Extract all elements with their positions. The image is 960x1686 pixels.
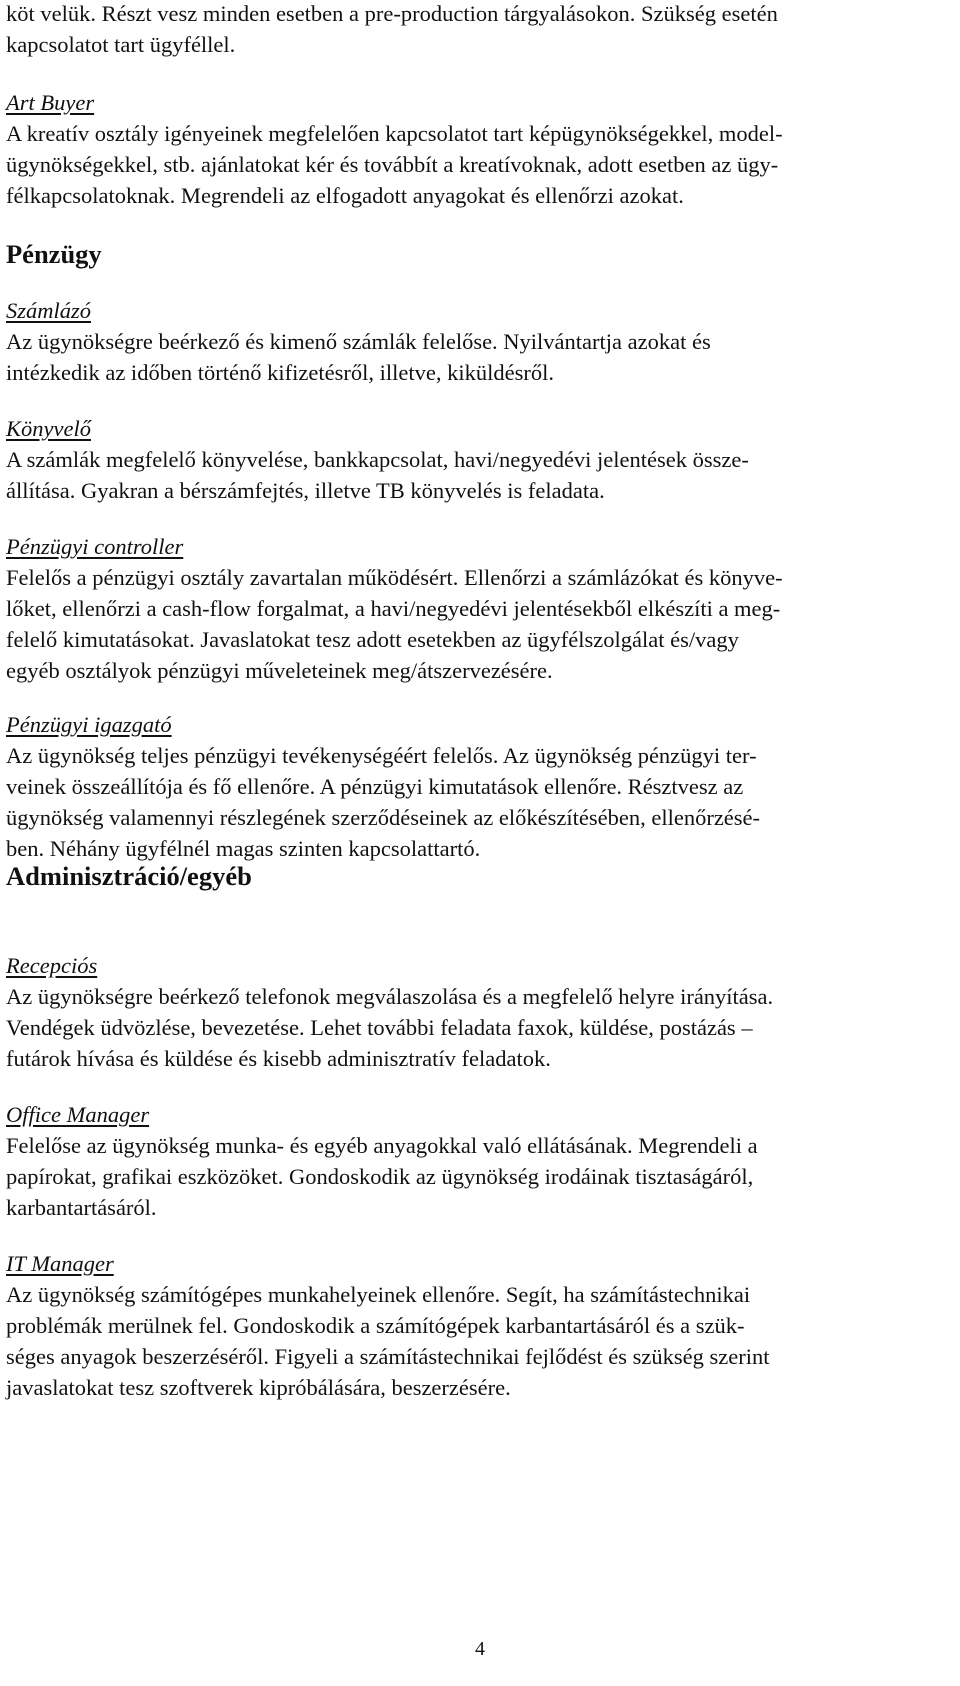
text-line: Az ügynökség számítógépes munkahelyeinek ellenőre. Segít, ha számítástechnikai bbox=[6, 1282, 751, 1307]
text-line: ügynökségekkel, stb. ajánlatokat kér és továbbít a kreatívoknak, adott esetben az ügy- bbox=[6, 152, 779, 177]
page-number: 4 bbox=[475, 1638, 485, 1660]
text-line: veinek összeállítója és fő ellenőre. A pénzügyi kimutatások ellenőre. Résztvesz az bbox=[6, 774, 744, 799]
text-line: papírokat, grafikai eszközöket. Gondoskodik az ügynökség irodáinak tisztaságáról, bbox=[6, 1164, 754, 1189]
role-description-office-manager bbox=[6, 1130, 758, 1223]
section-heading-penzugy: Pénzügy bbox=[6, 239, 102, 269]
role-description-art-buyer bbox=[6, 118, 783, 211]
role-title-office-manager: Office Manager bbox=[6, 1102, 150, 1127]
role-title-art-buyer: Art Buyer bbox=[6, 90, 95, 115]
text-line: Felelős a pénzügyi osztály zavartalan működésért. Ellenőrzi a számlázókat és könyve- bbox=[6, 565, 783, 590]
text-line: egyéb osztályok pénzügyi műveleteinek meg/átszervezésére. bbox=[6, 658, 553, 683]
text-line: köt velük. Részt vesz minden esetben a pre-production tárgyalásokon. Szükség esetén bbox=[6, 1, 778, 26]
text-line: problémák merülnek fel. Gondoskodik a számítógépek karbantartásáról és a szük- bbox=[6, 1313, 745, 1338]
text-line: félkapcsolatoknak. Megrendeli az elfogadott anyagokat és ellenőrzi azokat. bbox=[6, 183, 684, 208]
intro-paragraph bbox=[6, 0, 778, 60]
text-line: Felelőse az ügynökség munka- és egyéb anyagokkal való ellátásának. Megrendeli a bbox=[6, 1133, 758, 1158]
text-line: Az ügynökség teljes pénzügyi tevékenységéért felelős. Az ügynökség pénzügyi ter- bbox=[6, 743, 757, 768]
text-line: Az ügynökségre beérkező és kimenő számlák felelőse. Nyilvántartja azokat és bbox=[6, 329, 711, 354]
role-title-penzugyi-igazgato: Pénzügyi igazgató bbox=[6, 712, 172, 737]
role-title-konyvelo: Könyvelő bbox=[6, 416, 91, 441]
text-line: kapcsolatot tart ügyféllel. bbox=[6, 32, 236, 57]
text-line: A kreatív osztály igényeinek megfelelően kapcsolatot tart képügynökségekkel, model- bbox=[6, 121, 783, 146]
text-line: A számlák megfelelő könyvelése, bankkapcsolat, havi/negyedévi jelentések össze- bbox=[6, 447, 749, 472]
text-line: állítása. Gyakran a bérszámfejtés, illetve TB könyvelés is feladata. bbox=[6, 478, 605, 503]
role-description-konyvelo bbox=[6, 444, 749, 506]
role-description-recepcios bbox=[6, 981, 773, 1074]
text-line: Vendégek üdvözlése, bevezetése. Lehet további feladata faxok, küldése, postázás – bbox=[6, 1015, 753, 1040]
text-line: lőket, ellenőrzi a cash-flow forgalmat, a havi/negyedévi jelentésekből elkészíti a meg- bbox=[6, 596, 781, 621]
role-title-it-manager: IT Manager bbox=[6, 1251, 114, 1276]
text-line: javaslatokat tesz szoftverek kipróbálására, beszerzésére. bbox=[6, 1375, 511, 1400]
role-title-szamlazo: Számlázó bbox=[6, 298, 92, 323]
role-description-szamlazo bbox=[6, 326, 711, 388]
text-line: intézkedik az időben történő kifizetésről, illetve, kiküldésről. bbox=[6, 360, 554, 385]
text-line: futárok hívása és küldése és kisebb adminisztratív feladatok. bbox=[6, 1046, 551, 1071]
text-line: Az ügynökségre beérkező telefonok megválaszolása és a megfelelő helyre irányítása. bbox=[6, 984, 774, 1009]
text-line: séges anyagok beszerzéséről. Figyeli a számítástechnikai fejlődést és szükség szerint bbox=[6, 1344, 770, 1369]
text-line: felelő kimutatásokat. Javaslatokat tesz adott esetekben az ügyfélszolgálat és/vagy bbox=[6, 627, 739, 652]
section-heading-adminisztracio: Adminisztráció/egyéb bbox=[6, 861, 252, 891]
role-description-penzugyi-controller bbox=[6, 562, 783, 686]
role-title-recepcios: Recepciós bbox=[6, 953, 98, 978]
text-line: ügynökség valamennyi részlegének szerződéseinek az előkészítésében, ellenőrzésé- bbox=[6, 805, 761, 830]
text-line: karbantartásáról. bbox=[6, 1195, 157, 1220]
role-title-penzugyi-controller: Pénzügyi controller bbox=[6, 534, 184, 559]
role-description-it-manager bbox=[6, 1279, 769, 1403]
text-line: ben. Néhány ügyfélnél magas szinten kapcsolattartó. bbox=[6, 836, 481, 861]
role-description-penzugyi-igazgato bbox=[6, 740, 760, 864]
